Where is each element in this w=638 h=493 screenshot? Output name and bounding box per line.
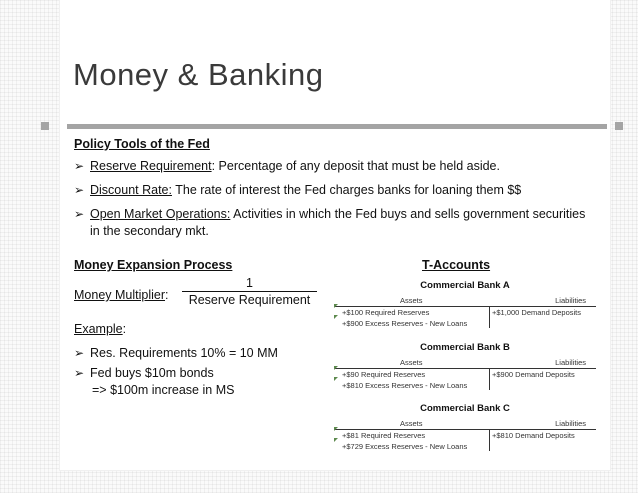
liability-entry: +$810 Demand Deposits [492,431,575,440]
example-line [74,322,126,336]
comment-marker-icon [334,427,338,431]
asset-entry: +$81 Required Reserves [342,431,426,440]
example-bullet [74,366,214,380]
bank-name: Commercial Bank C [420,403,510,414]
liability-entry: +$1,000 Demand Deposits [492,308,582,317]
multiplier-line [74,288,169,302]
taccounts-heading: T-Accounts [422,258,491,272]
policy-term: Open Market Operations: [90,207,231,221]
liability-entry: +$900 Demand Deposits [492,370,575,379]
arrow-bullet-icon: ➢ [74,346,85,360]
example-bullet [74,346,278,360]
fraction-numerator: 1 [182,276,317,292]
decor-square [615,122,623,130]
policy-item-omo [74,207,585,221]
liabilities-label: Liabilities [555,419,586,428]
comment-marker-icon [334,377,338,381]
policy-item-discount [74,183,521,197]
bank-name: Commercial Bank B [420,342,510,353]
comment-marker-icon [334,438,338,442]
asset-entry: +$810 Excess Reserves - New Loans [342,381,468,390]
example-result: => $100m increase in MS [92,383,235,397]
policy-desc: : Percentage of any deposit that must be held aside. [211,159,500,173]
decor-square [41,122,49,130]
policy-desc-continued: in the secondary mkt. [90,224,209,238]
t-account-row [334,307,596,318]
example-label: Example [74,322,123,336]
comment-marker-icon [334,315,338,319]
assets-label: Assets [400,358,423,367]
policy-desc: Activities in which the Fed buys and sells government securities [230,207,586,221]
arrow-bullet-icon: ➢ [74,183,85,197]
liabilities-label: Liabilities [555,358,586,367]
policy-term: Discount Rate: [90,183,172,197]
bank-name: Commercial Bank A [420,280,510,291]
example-colon: : [122,322,127,336]
example-bullet-text: Fed buys $10m bonds [90,366,214,380]
policy-desc: The rate of interest the Fed charges banks for loaning them $$ [171,183,522,197]
t-account-row [334,369,596,380]
t-account-row [334,318,596,329]
t-account-row [334,380,596,391]
assets-label: Assets [400,296,423,305]
slide-title: Money & Banking [73,57,324,92]
t-account-row [334,430,596,441]
arrow-bullet-icon: ➢ [74,366,85,380]
t-account-header [334,419,596,430]
t-account-bank-b [334,342,596,391]
asset-entry: +$729 Excess Reserves - New Loans [342,442,468,451]
t-account-header [334,358,596,369]
policy-term: Reserve Requirement [90,159,212,173]
comment-marker-icon [334,304,338,308]
fraction-denominator: Reserve Requirement [188,293,311,307]
t-account-row [334,441,596,452]
liabilities-label: Liabilities [555,296,586,305]
asset-entry: +$900 Excess Reserves - New Loans [342,319,468,328]
t-account-bank-a [334,280,596,329]
multiplier-label: Money Multiplier [74,288,166,302]
asset-entry: +$100 Required Reserves [342,308,430,317]
asset-entry: +$90 Required Reserves [342,370,426,379]
multiplier-colon: : [165,288,169,302]
arrow-bullet-icon: ➢ [74,207,85,221]
t-account-header [334,296,596,307]
policy-heading: Policy Tools of the Fed [74,137,210,151]
comment-marker-icon [334,366,338,370]
example-bullet-text: Res. Requirements 10% = 10 MM [90,346,278,360]
expansion-heading: Money Expansion Process [74,258,233,272]
policy-item-reserve [74,159,500,173]
assets-label: Assets [400,419,423,428]
t-account-bank-c [334,403,596,452]
title-rule [67,124,607,129]
arrow-bullet-icon: ➢ [74,159,85,173]
multiplier-fraction [182,276,317,307]
